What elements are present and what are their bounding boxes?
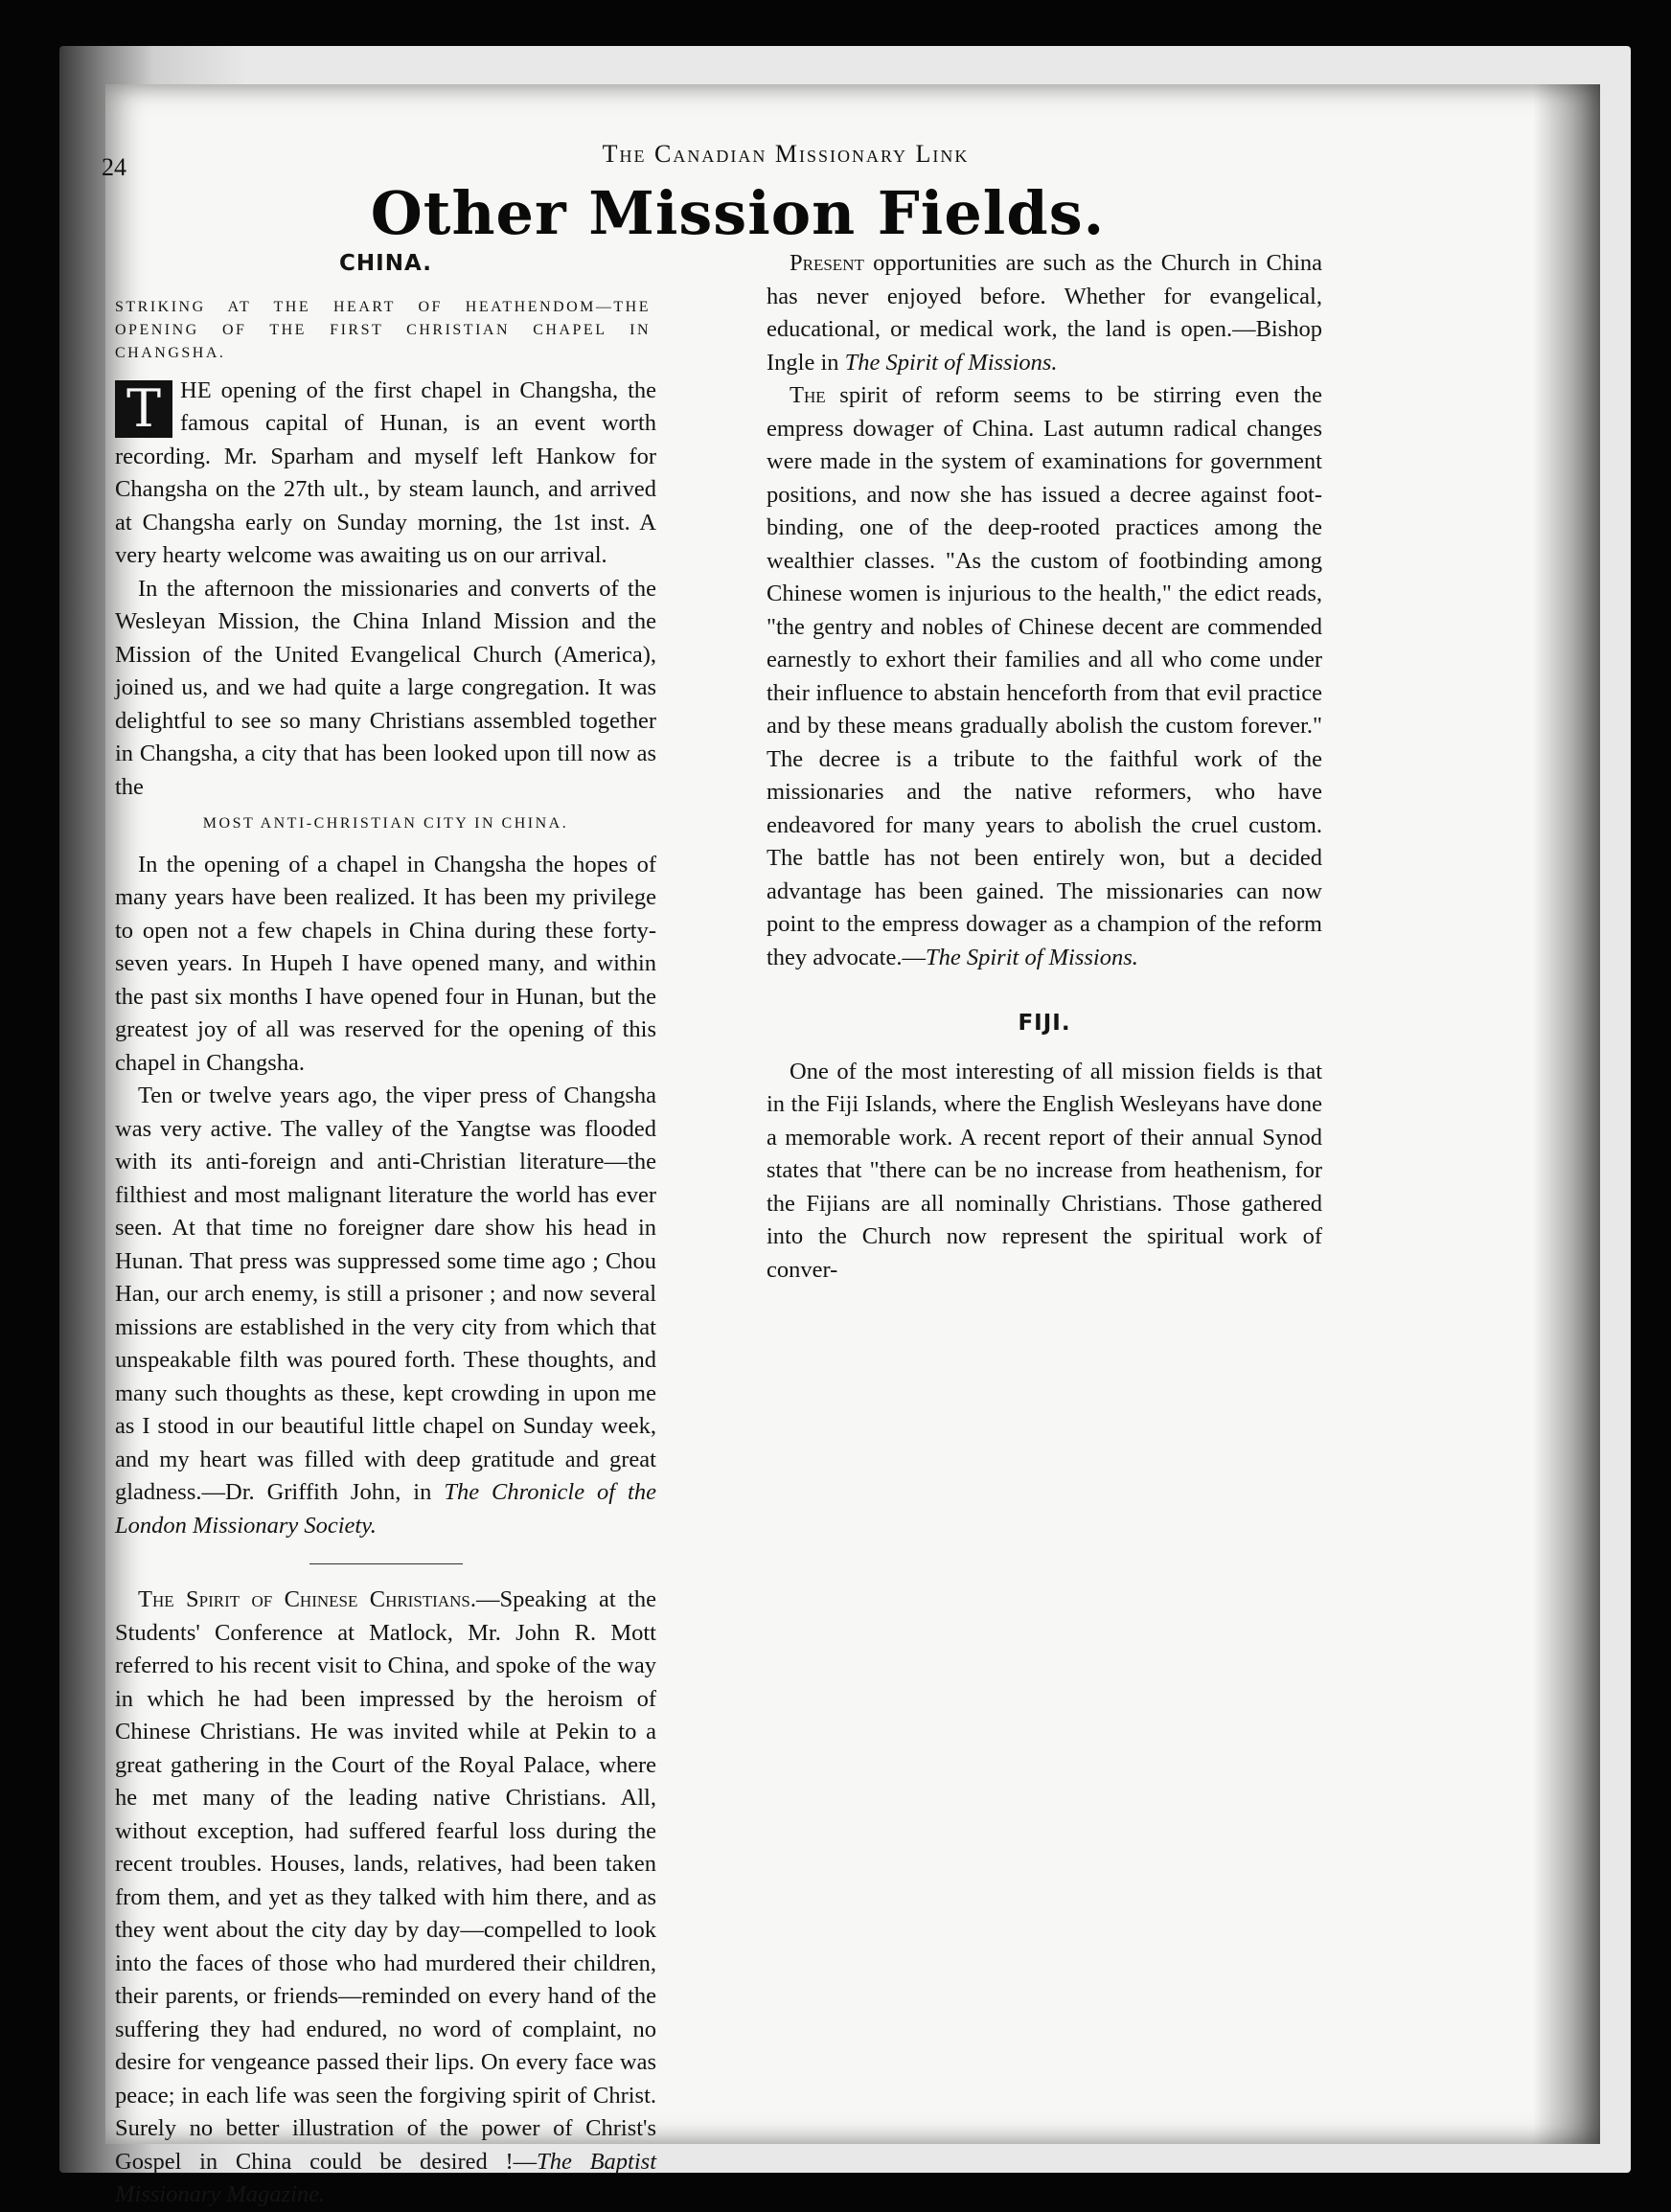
reform-source: The Spirit of Missions. (926, 944, 1138, 970)
section-heading-fiji: FIJI. (1018, 1011, 1071, 1036)
reform-paragraph (767, 379, 1322, 974)
china-source: The Chronicle of the London Missionary Society. (115, 1479, 656, 1539)
china-paragraph-4 (115, 1080, 656, 1542)
right-column (767, 247, 1322, 1287)
present-source: The Spirit of Missions. (844, 349, 1058, 376)
spirit-text: —Speaking at the Students' Conference at Matlock, Mr. John R. Mott referred to his recent visit to China, and spoke of the way in which he had been impressed by the heroism of Chinese Christians. He was invited while at Pekin to a great gathering in the Court of the Royal Palace, where he met many of the leading native Christians. All, without exception, had suffered fearful loss during the recent troubles. Houses, lands, relatives, had been taken from them, and yet as they talked with him there, and as they went about the city day by day—compelled to look into the faces of those who had murdered their children, their parents, or friends—reminded on every hand of the suffering they had endured, no word of complaint, no desire for vengeance passed their lips. On every face was peace; in each life was seen the forgiving spirit of Christ. Surely no better illustration of the power of Christ's Gospel in China could be desired !— (115, 1586, 657, 2175)
running-head: The Canadian Missionary Link (602, 140, 970, 168)
reform-lead: The (790, 382, 826, 408)
china-subheading: STRIKING AT THE HEART OF HEATHENDOM—THE OPENING OF THE FIRST CHRISTIAN CHAPEL IN CHANGSHA. (115, 298, 651, 361)
spirit-source: The Baptist Missionary Magazine. (115, 2148, 657, 2207)
china-paragraph-3: In the opening of a chapel in Changsha the hopes of many years have been realized. It has been my privilege to open not a few chapels in China during these forty-seven years. In Hupeh I have opened many, and within the past six months I have opened four in Hunan, but the greatest joy of all was reserved for the opening of this chapel in Changsha. (115, 851, 656, 1076)
china-subheading-2: MOST ANTI-CHRISTIAN CITY IN CHINA. (202, 815, 569, 832)
fiji-paragraph: One of the most interesting of all mission fields is that in the Fiji Islands, where the English Wesleyans have done a memorable work. A recent report of their annual Synod states that "there can be no increase from heathenism, for the Fijians are all nominally Christians. Those gathered into the Church now represent the spiritual work of conver- (767, 1058, 1322, 1283)
reform-text: spirit of reform seems to be stirring even the empress dowager of China. Last autumn radical changes were made in the system of examinations for government positions, and now she has issued a decree against foot-binding, one of the deep-rooted practices among the wealthier classes. "As the custom of footbinding among Chinese women is injurious to the health," the edict reads, "the gentry and nobles of Chinese decent are commended earnestly to exhort their families and all who come under their influence to abstain henceforth from that evil practice and by these means gradually abolish the custom forever." The decree is a tribute to the faithful work of the missionaries and the native reformers, who have endeavored for many years to abolish the cruel custom. The battle has not been entirely won, but a decided advantage has been gained. The missionaries can now point to the empress dowager as a champion of the reform they advocate.— (767, 382, 1322, 970)
china-paragraph-2: In the afternoon the missionaries and converts of the Wesleyan Mission, the China Inland Mission and the Mission of the United Evangelical Church (America), joined us, and we had quite a large congregation. It was delightful to see so many Christians assembled together in Changsha, a city that has been looked upon till now as the (115, 575, 656, 800)
china-paragraph-1 (115, 375, 656, 573)
present-lead: Present (790, 250, 864, 276)
page-number: 24 (102, 153, 126, 181)
left-column (115, 247, 656, 2212)
page-shadow (1533, 84, 1600, 2144)
section-heading-china: CHINA. (339, 251, 432, 276)
present-paragraph (767, 247, 1322, 379)
section-divider (309, 1563, 463, 1564)
spirit-title: The Spirit of Chinese Christians. (138, 1586, 476, 1612)
present-text: opportunities are such as the Church in China has never enjoyed before. Whether for evangelical, educational, or medical work, the land is open.—Bishop Ingle in (767, 250, 1322, 376)
page-title: Other Mission Fields. (370, 178, 1106, 248)
drop-cap: T (115, 380, 172, 438)
china-paragraph-1-text: HE opening of the first chapel in Changsha, the famous capital of Hunan, is an event worth recording. Mr. Sparham and myself left Hankow for Changsha on the 27th ult., by steam launch, and arrived at Changsha early on Sunday morning, the 1st inst. A very hearty welcome was awaiting us on our arrival. (115, 376, 656, 568)
spirit-paragraph (115, 1584, 656, 2212)
china-paragraph-4-text: Ten or twelve years ago, the viper press of Changsha was very active. The valley of the Yangtse was flooded with its anti-foreign and anti-Christian literature—the filthiest and most malignant literature the world has ever seen. At that time no foreigner dare show his head in Hunan. That press was suppressed some time ago ; Chou Han, our arch enemy, is still a prisoner ; and now several missions are established in the very city from which that unspeakable filth was poured forth. These thoughts, and many such thoughts as these, kept crowding in upon me as I stood in our beautiful little chapel on Sunday week, and my heart was filled with deep gratitude and great gladness.—Dr. Griffith John, in (115, 1083, 656, 1505)
